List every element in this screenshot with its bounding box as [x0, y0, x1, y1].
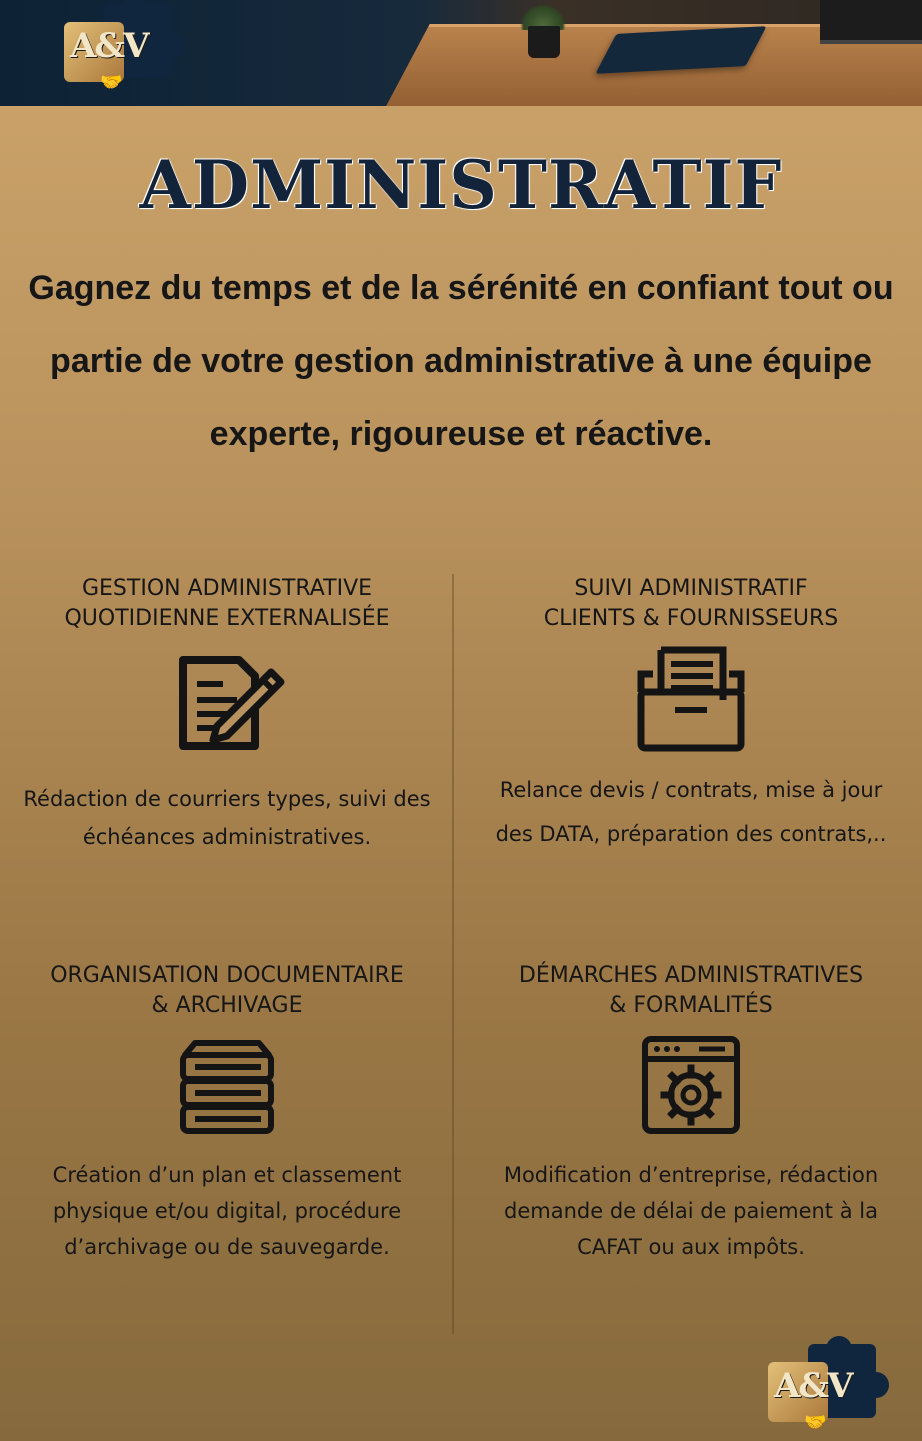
logo-mark: A&V — [774, 1366, 852, 1406]
service-title-line: & FORMALITÉS — [609, 993, 773, 1018]
logo-mark: A&V — [70, 26, 148, 66]
brand-logo-top[interactable] — [64, 4, 182, 96]
service-title-line: & ARCHIVAGE — [151, 993, 303, 1018]
service-title-line: QUOTIDIENNE EXTERNALISÉE — [64, 606, 390, 631]
service-title — [12, 961, 442, 1021]
archive-drawers-icon — [177, 1037, 277, 1137]
service-title-line: SUIVI ADMINISTRATIF — [574, 576, 808, 601]
service-title — [476, 574, 906, 634]
service-card-suivi — [476, 574, 906, 856]
service-description: Création d’un plan et classement physique et/ou digital, procédure d’archivage ou de sauvegarde. — [52, 1163, 402, 1259]
page-subtitle: Gagnez du temps et de la sérénité en confiant tout ou partie de votre gestion administrative à une équipe experte, rigoureuse et réactive. — [28, 269, 894, 453]
puzzle-knob — [159, 32, 185, 58]
puzzle-knob — [863, 1372, 889, 1398]
column-divider — [452, 574, 454, 1334]
service-description: Modification d’entreprise, rédaction demande de délai de paiement à la CAFAT ou aux impôts. — [503, 1163, 879, 1259]
document-edit-icon — [167, 650, 287, 770]
service-card-demarches — [476, 961, 906, 1265]
service-title-line: GESTION ADMINISTRATIVE — [81, 576, 373, 601]
monitor-image — [820, 0, 922, 44]
handshake-icon: 🤝 — [100, 72, 123, 93]
brand-logo-bottom[interactable] — [768, 1344, 886, 1436]
service-title-line: CLIENTS & FOURNISSEURS — [543, 606, 839, 631]
service-card-gestion — [12, 574, 442, 856]
service-description: Rédaction de courriers types, suivi des échéances administratives. — [23, 787, 431, 849]
plant-pot-image — [528, 26, 560, 58]
service-description: Relance devis / contrats, mise à jour des DATA, préparation des contrats,.. — [495, 778, 887, 846]
service-card-organisation — [12, 961, 442, 1265]
page-title: ADMINISTRATIF — [139, 146, 783, 224]
handshake-icon: 🤝 — [804, 1412, 827, 1433]
browser-gear-icon — [639, 1035, 743, 1139]
folder-document-icon — [631, 644, 751, 756]
service-title — [476, 961, 906, 1021]
puzzle-knob — [826, 1336, 852, 1362]
service-title-line: DÉMARCHES ADMINISTRATIVES — [518, 963, 864, 988]
service-title-line: ORGANISATION DOCUMENTAIRE — [50, 963, 404, 988]
service-title — [12, 574, 442, 634]
